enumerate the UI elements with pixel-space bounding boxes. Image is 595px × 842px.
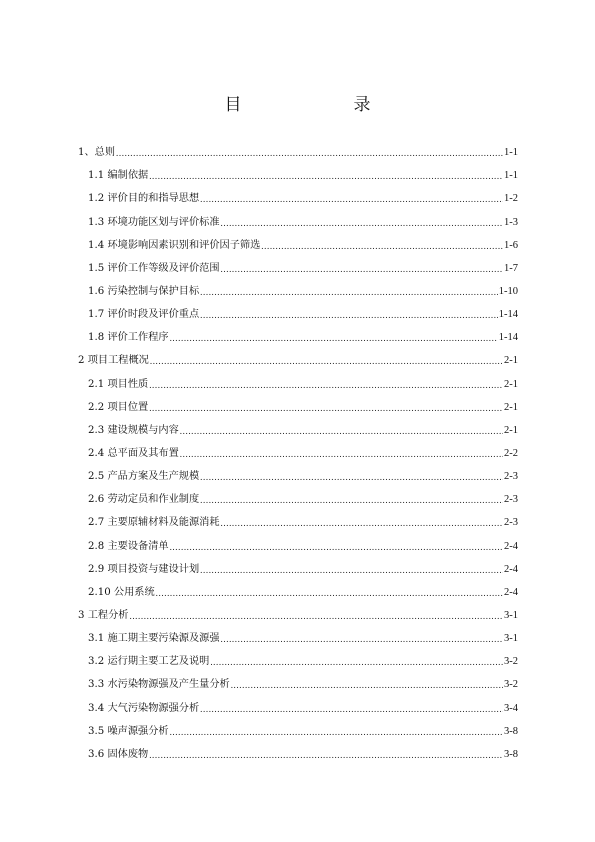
toc-entry[interactable] bbox=[78, 275, 518, 298]
toc-entry-page: 2-4 bbox=[504, 563, 518, 575]
toc-entry[interactable] bbox=[78, 321, 518, 344]
toc-entry[interactable] bbox=[78, 344, 518, 367]
toc-entry[interactable] bbox=[78, 691, 518, 714]
toc-entry[interactable] bbox=[78, 645, 518, 668]
toc-entry[interactable] bbox=[78, 599, 518, 622]
toc-entry-page: 1-2 bbox=[504, 193, 518, 205]
toc-entry-page: 2-3 bbox=[504, 494, 518, 506]
toc-entry-label: 2.2 项目位置 bbox=[88, 401, 149, 413]
toc-entry-label: 2.6 劳动定员和作业制度 bbox=[88, 494, 200, 506]
toc-entry-page: 2-1 bbox=[504, 424, 518, 436]
toc-entry[interactable] bbox=[78, 136, 518, 159]
toc-leader-dots bbox=[200, 193, 503, 205]
toc-entry-page: 1-7 bbox=[504, 262, 518, 274]
toc-entry[interactable] bbox=[78, 506, 518, 529]
toc-entry-label: 3.2 运行期主要工艺及说明 bbox=[88, 656, 210, 668]
toc-entry[interactable] bbox=[78, 367, 518, 390]
toc-entry-page: 3-2 bbox=[504, 656, 518, 668]
toc-entry-page: 3-1 bbox=[504, 633, 518, 645]
toc-entry-page: 2-3 bbox=[504, 517, 518, 529]
toc-entry[interactable] bbox=[78, 437, 518, 460]
toc-entry-page: 1-14 bbox=[498, 309, 518, 321]
toc-entry-label: 3 工程分析 bbox=[78, 609, 129, 621]
toc-entry-label: 3.6 固体废物 bbox=[88, 748, 149, 760]
toc-entry-label: 1.1 编制依据 bbox=[88, 170, 149, 182]
toc-entry-label: 1、总则 bbox=[78, 147, 116, 159]
table-of-contents bbox=[78, 136, 518, 761]
toc-entry-label: 1.7 评价时段及评价重点 bbox=[88, 309, 200, 321]
toc-leader-dots bbox=[149, 749, 503, 761]
toc-entry[interactable] bbox=[78, 668, 518, 691]
toc-leader-dots bbox=[149, 402, 503, 414]
toc-entry[interactable] bbox=[78, 182, 518, 205]
toc-entry-page: 2-2 bbox=[504, 447, 518, 459]
toc-leader-dots bbox=[200, 471, 503, 483]
toc-leader-dots bbox=[156, 587, 503, 599]
toc-leader-dots bbox=[221, 263, 503, 275]
page-title: 目 录 bbox=[224, 95, 397, 115]
toc-leader-dots bbox=[221, 633, 503, 645]
toc-entry[interactable] bbox=[78, 553, 518, 576]
toc-entry-label: 2.9 项目投资与建设计划 bbox=[88, 563, 200, 575]
toc-entry-label: 2.5 产品方案及生产规模 bbox=[88, 471, 200, 483]
toc-entry-label: 3.4 大气污染物源强分析 bbox=[88, 702, 200, 714]
toc-entry-page: 2-1 bbox=[504, 355, 518, 367]
toc-leader-dots bbox=[200, 286, 498, 298]
toc-entry-label: 1.2 评价目的和指导思想 bbox=[88, 193, 200, 205]
toc-leader-dots bbox=[200, 309, 498, 321]
toc-leader-dots bbox=[116, 147, 503, 159]
toc-leader-dots bbox=[180, 425, 503, 437]
toc-entry[interactable] bbox=[78, 414, 518, 437]
toc-entry[interactable] bbox=[78, 715, 518, 738]
toc-entry-label: 3.3 水污染物源强及产生量分析 bbox=[88, 679, 230, 691]
toc-entry-label: 3.5 噪声源强分析 bbox=[88, 725, 169, 737]
toc-entry-page: 3-1 bbox=[504, 609, 518, 621]
toc-leader-dots bbox=[170, 726, 503, 738]
toc-leader-dots bbox=[129, 610, 503, 622]
toc-entry[interactable] bbox=[78, 460, 518, 483]
toc-leader-dots bbox=[200, 494, 503, 506]
toc-leader-dots bbox=[221, 517, 503, 529]
toc-entry-page: 2-4 bbox=[504, 540, 518, 552]
toc-entry-label: 1.6 污染控制与保护目标 bbox=[88, 285, 200, 297]
toc-entry[interactable] bbox=[78, 483, 518, 506]
toc-leader-dots bbox=[149, 170, 503, 182]
toc-entry-page: 1-14 bbox=[498, 332, 518, 344]
toc-leader-dots bbox=[231, 679, 503, 691]
toc-entry[interactable] bbox=[78, 229, 518, 252]
toc-leader-dots bbox=[261, 240, 503, 252]
toc-leader-dots bbox=[210, 656, 503, 668]
toc-entry-label: 2.8 主要设备清单 bbox=[88, 540, 169, 552]
toc-entry[interactable] bbox=[78, 298, 518, 321]
toc-entry-label: 1.5 评价工作等级及评价范围 bbox=[88, 262, 220, 274]
toc-entry-page: 3-8 bbox=[504, 725, 518, 737]
toc-entry[interactable] bbox=[78, 738, 518, 761]
toc-entry-page: 1-6 bbox=[504, 239, 518, 251]
toc-entry-label: 2.4 总平面及其布置 bbox=[88, 447, 179, 459]
toc-entry-page: 3-8 bbox=[504, 748, 518, 760]
toc-entry-label: 2 项目工程概况 bbox=[78, 355, 149, 367]
toc-entry[interactable] bbox=[78, 622, 518, 645]
toc-entry-page: 1-10 bbox=[498, 285, 518, 297]
toc-entry-label: 1.3 环境功能区划与评价标准 bbox=[88, 216, 220, 228]
toc-leader-dots bbox=[180, 448, 503, 460]
toc-entry-page: 3-2 bbox=[504, 679, 518, 691]
toc-leader-dots bbox=[149, 379, 503, 391]
toc-entry-label: 1.8 评价工作程序 bbox=[88, 332, 169, 344]
toc-entry[interactable] bbox=[78, 391, 518, 414]
toc-entry-page: 1-1 bbox=[504, 147, 518, 159]
toc-leader-dots bbox=[170, 541, 503, 553]
toc-entry-page: 2-1 bbox=[504, 401, 518, 413]
toc-leader-dots bbox=[200, 564, 503, 576]
toc-entry-page: 3-4 bbox=[504, 702, 518, 714]
toc-leader-dots bbox=[170, 332, 498, 344]
toc-entry-page: 1-3 bbox=[504, 216, 518, 228]
toc-entry[interactable] bbox=[78, 576, 518, 599]
toc-leader-dots bbox=[200, 703, 503, 715]
toc-entry[interactable] bbox=[78, 252, 518, 275]
toc-entry[interactable] bbox=[78, 529, 518, 552]
toc-entry-page: 2-3 bbox=[504, 471, 518, 483]
toc-entry-label: 1.4 环境影响因素识别和评价因子筛选 bbox=[88, 239, 261, 251]
toc-leader-dots bbox=[221, 217, 503, 229]
toc-entry-page: 2-4 bbox=[504, 586, 518, 598]
toc-entry-page: 2-1 bbox=[504, 378, 518, 390]
toc-entry[interactable] bbox=[78, 205, 518, 228]
toc-entry-label: 2.10 公用系统 bbox=[88, 586, 155, 598]
toc-entry-label: 2.1 项目性质 bbox=[88, 378, 149, 390]
toc-entry[interactable] bbox=[78, 159, 518, 182]
toc-entry-page: 1-1 bbox=[504, 170, 518, 182]
toc-entry-label: 3.1 施工期主要污染源及源强 bbox=[88, 633, 220, 645]
toc-entry-label: 2.3 建设规模与内容 bbox=[88, 424, 179, 436]
toc-leader-dots bbox=[150, 355, 503, 367]
toc-entry-label: 2.7 主要原辅材料及能源消耗 bbox=[88, 517, 220, 529]
